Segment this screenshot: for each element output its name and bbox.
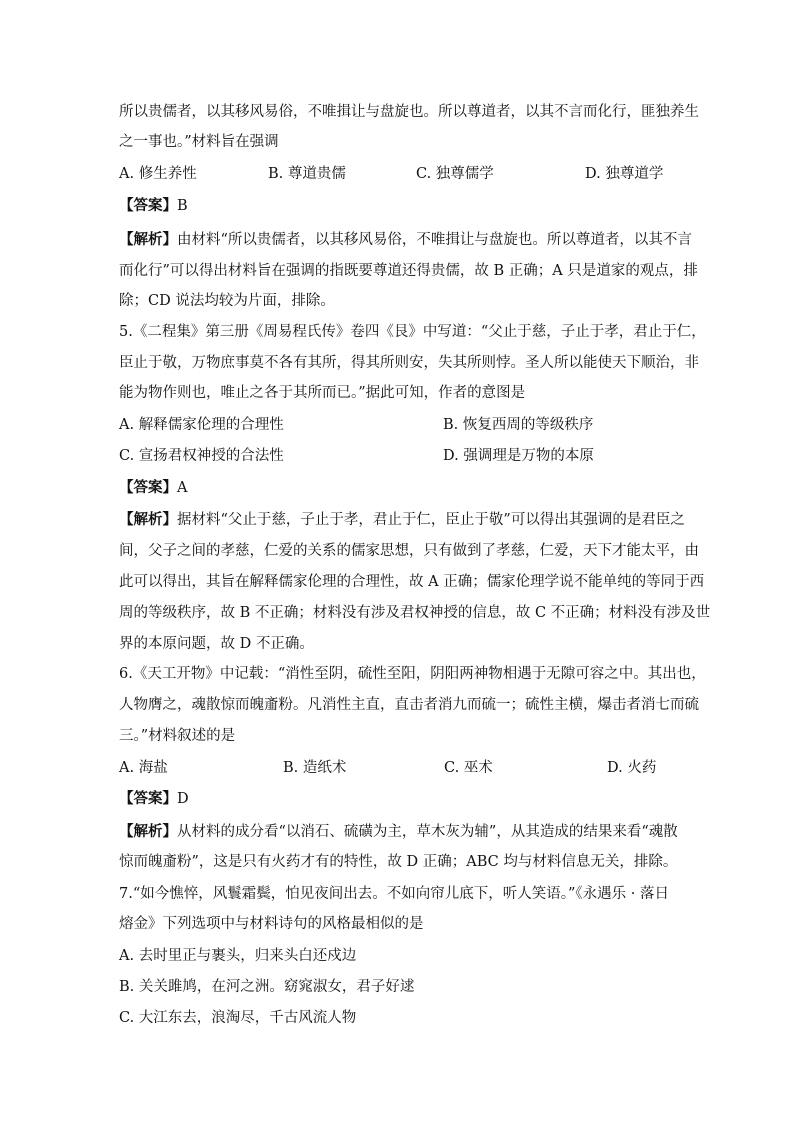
answer-value: D: [177, 791, 189, 807]
answer-tag: 【答案】: [119, 479, 177, 496]
q4-answer: [119, 196, 188, 216]
q5-stem-line-2: 臣止于敬，万物庶事莫不各有其所，得其所则安，失其所则悖。圣人所以能使天下顺治，非: [119, 355, 699, 371]
answer-value: B: [177, 198, 188, 214]
q6-stem-line-1: 6.《天工开物》中记载：“消性至阴，硫性至阳，阴阳两神物相遇于无隙可容之中。其出也，: [119, 666, 706, 682]
q5-answer: [119, 478, 187, 498]
analysis-text: 据材料“父止于慈，子止于孝，君止于仁，臣止于敬”可以得出其强调的是君臣之: [177, 512, 685, 528]
q4-stem-line-2: 之一事也。”材料旨在强调: [119, 134, 279, 150]
q4-stem-line-1: 所以贵儒者，以其移风易俗，不唯揖让与盘旋也。所以尊道者，以其不言而化行，匪独养生: [119, 104, 699, 120]
q6-option-c: C. 巫术: [444, 760, 493, 776]
q5-analysis-line-3: 此可以得出，其旨在解释儒家伦理的合理性，故 A 正确；儒家伦理学说不能单纯的等同于西: [119, 574, 705, 590]
q5-analysis-line-4: 周的等级秩序，故 B 不正确；材料没有涉及君权神授的信息，故 C 不正确；材料没有涉及世: [119, 605, 711, 621]
q5-option-b: B. 恢复西周的等级秩序: [443, 417, 594, 433]
q5-stem-line-3: 能为物作则也，唯止之各于其所而已。”据此可知，作者的意图是: [119, 385, 526, 401]
q6-stem-line-3: 三。”材料叙述的是: [119, 728, 236, 744]
answer-tag: 【答案】: [119, 790, 177, 807]
q4-option-a: A. 修生养性: [119, 166, 197, 182]
q6-answer: [119, 789, 189, 809]
analysis-text: 从材料的成分看“以消石、硫磺为主，草木灰为辅”，从其造成的结果来看“魂散: [177, 824, 678, 840]
q4-option-d: D. 独尊道学: [585, 166, 664, 182]
analysis-tag: 【解析】: [119, 511, 177, 528]
q4-analysis-line-1: [119, 230, 692, 250]
q6-analysis-line-2: 惊而魄齑粉”，这是只有火药才有的特性，故 D 正确；ABC 均与材料信息无关，排除。: [119, 854, 678, 870]
q6-stem-line-2: 人物膺之，魂散惊而魄齑粉。凡消性主直，直击者消九而硫一；硫性主横，爆击者消七而硫: [119, 697, 699, 713]
q5-option-d: D. 强调理是万物的本原: [443, 448, 594, 464]
answer-tag: 【答案】: [119, 197, 177, 214]
q4-option-b: B. 尊道贵儒: [268, 166, 346, 182]
q7-stem-line-2: 熔金》下列选项中与材料诗句的风格最相似的是: [119, 916, 424, 932]
analysis-tag: 【解析】: [119, 823, 177, 840]
q4-analysis-line-2: 而化行”可以得出材料旨在强调的指既要尊道还得贵儒，故 B 正确；A 只是道家的观点，排: [119, 263, 698, 279]
q4-option-c: C. 独尊儒学: [416, 166, 494, 182]
answer-value: A: [177, 480, 188, 496]
q7-option-a: A. 去时里正与裹头，归来头白还戍边: [119, 948, 357, 964]
q7-option-b: B. 关关雎鸠，在河之洲。窈窕淑女，君子好逑: [119, 979, 415, 995]
q4-analysis-line-3: 除；CD 说法均较为片面，排除。: [119, 293, 335, 309]
q6-analysis-line-1: [119, 822, 678, 842]
q6-option-a: A. 海盐: [119, 760, 168, 776]
q5-option-c: C. 宣扬君权神授的合法性: [119, 448, 284, 464]
q6-option-b: B. 造纸术: [283, 760, 347, 776]
q5-analysis-line-5: 界的本原问题，故 D 不正确。: [119, 636, 314, 652]
q5-analysis-line-1: [119, 510, 685, 530]
q5-analysis-line-2: 间，父子之间的孝慈，仁爱的关系的儒家思想，只有做到了孝慈，仁爱，天下才能太平，由: [119, 543, 699, 559]
q5-option-a: A. 解释儒家伦理的合理性: [119, 417, 284, 433]
q5-stem-line-1: 5.《二程集》第三册《周易程氏传》卷四《艮》中写道：“父止于慈，子止于孝，君止于仁，: [119, 324, 706, 340]
q6-option-d: D. 火药: [607, 760, 657, 776]
q7-option-c: C. 大江东去，浪淘尽，千古风流人物: [119, 1010, 357, 1026]
q7-stem-line-1: 7.“如今憔悴，风鬟霜鬓，怕见夜间出去。不如向帘儿底下，听人笑语。”《永遇乐 · 落日: [119, 886, 669, 902]
analysis-tag: 【解析】: [119, 231, 177, 248]
analysis-text: 由材料“所以贵儒者，以其移风易俗，不唯揖让与盘旋也。所以尊道者，以其不言: [177, 232, 692, 248]
